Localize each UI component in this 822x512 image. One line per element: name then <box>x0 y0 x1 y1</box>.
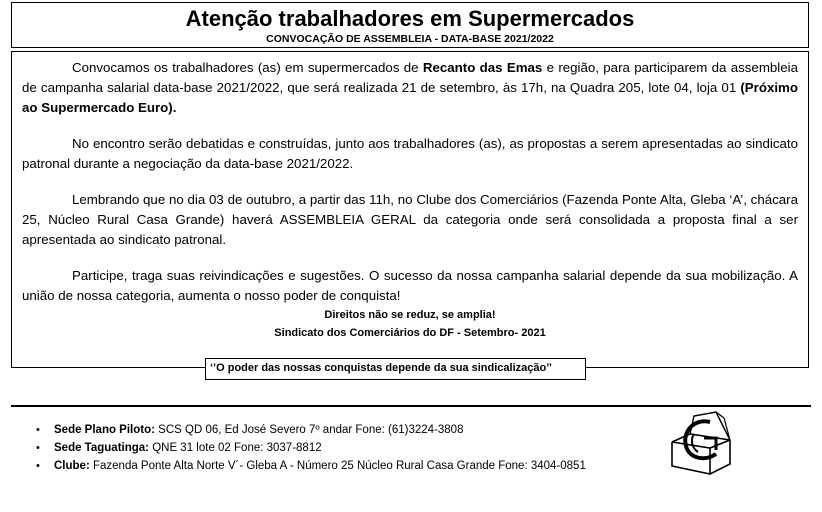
bullet-icon: • <box>36 460 40 472</box>
union-logo-icon <box>664 408 738 478</box>
divider <box>11 405 811 407</box>
address-list <box>36 421 586 475</box>
address-text: Fazenda Ponte Alta Norte V´- Gleba A - Número 25 Núcleo Rural Casa Grande Fone: 3404-0851 <box>89 460 586 472</box>
header-box <box>11 2 809 48</box>
paragraph-4: Participe, traga suas reivindicações e sugestões. O sucesso da nossa campanha salarial depende da sua mobilização. A união de nossa categoria, aumenta o nosso poder de conquista! <box>22 268 798 303</box>
list-item <box>36 457 586 475</box>
paragraph-1-location: Recanto das Emas <box>422 60 543 75</box>
bullet-icon: • <box>36 424 40 436</box>
page-title: Atenção trabalhadores em Supermercados <box>185 6 635 31</box>
address-text: SCS QD 06, Ed José Severo 7º andar Fone: (61)3224-3808 <box>154 424 464 436</box>
list-item <box>36 421 586 439</box>
announcement-box <box>11 51 809 368</box>
paragraph-3: Lembrando que no dia 03 de outubro, a partir das 11h, no Clube dos Comerciários (Fazenda Ponte Alta, Gleba ‘A’, chácara 25, Núcleo Rural Casa Grande) haverá ASSEMBLEIA GERAL da categoria onde será consolidada a proposta final a ser apresentada ao sindicato patronal. <box>22 192 798 247</box>
bullet-icon: • <box>36 442 40 454</box>
paragraph-2: No encontro serão debatidas e construídas, junto aos trabalhadores (as), as propostas a serem apresentadas ao sindicato patronal durante a negociação da data-base 2021/2022. <box>22 136 798 171</box>
paragraph-1 <box>22 58 798 118</box>
address-text: QNE 31 lote 02 Fone: 3037-8812 <box>149 442 322 454</box>
list-item <box>36 439 586 457</box>
address-label: Clube: <box>54 460 90 472</box>
address-label: Sede Plano Piloto: <box>54 424 155 436</box>
paragraph-1-landmark: (Próximo ao Supermercado Euro). <box>22 80 798 115</box>
paragraph-1-text-a: Convocamos os trabalhadores (as) em supermercados de <box>72 60 423 75</box>
signature: Sindicato dos Comerciários do DF - Setembro- 2021 <box>274 327 546 339</box>
quote-box: ‘’O poder das nossas conquistas depende da sua sindicalização’’ <box>205 358 586 380</box>
slogan: Direitos não se reduz, se amplia! <box>324 309 496 321</box>
paragraph-1-text-c: e região, para participarem da assembleia de campanha salarial data-base 2021/2022, que será realizada 21 de setembro, às 17h, na Quadra 205, lote 04, loja 01 <box>22 60 798 95</box>
address-label: Sede Taguatinga: <box>54 442 149 454</box>
page-subtitle: CONVOCAÇÃO DE ASSEMBLEIA - DATA-BASE 2021/2022 <box>266 33 554 45</box>
